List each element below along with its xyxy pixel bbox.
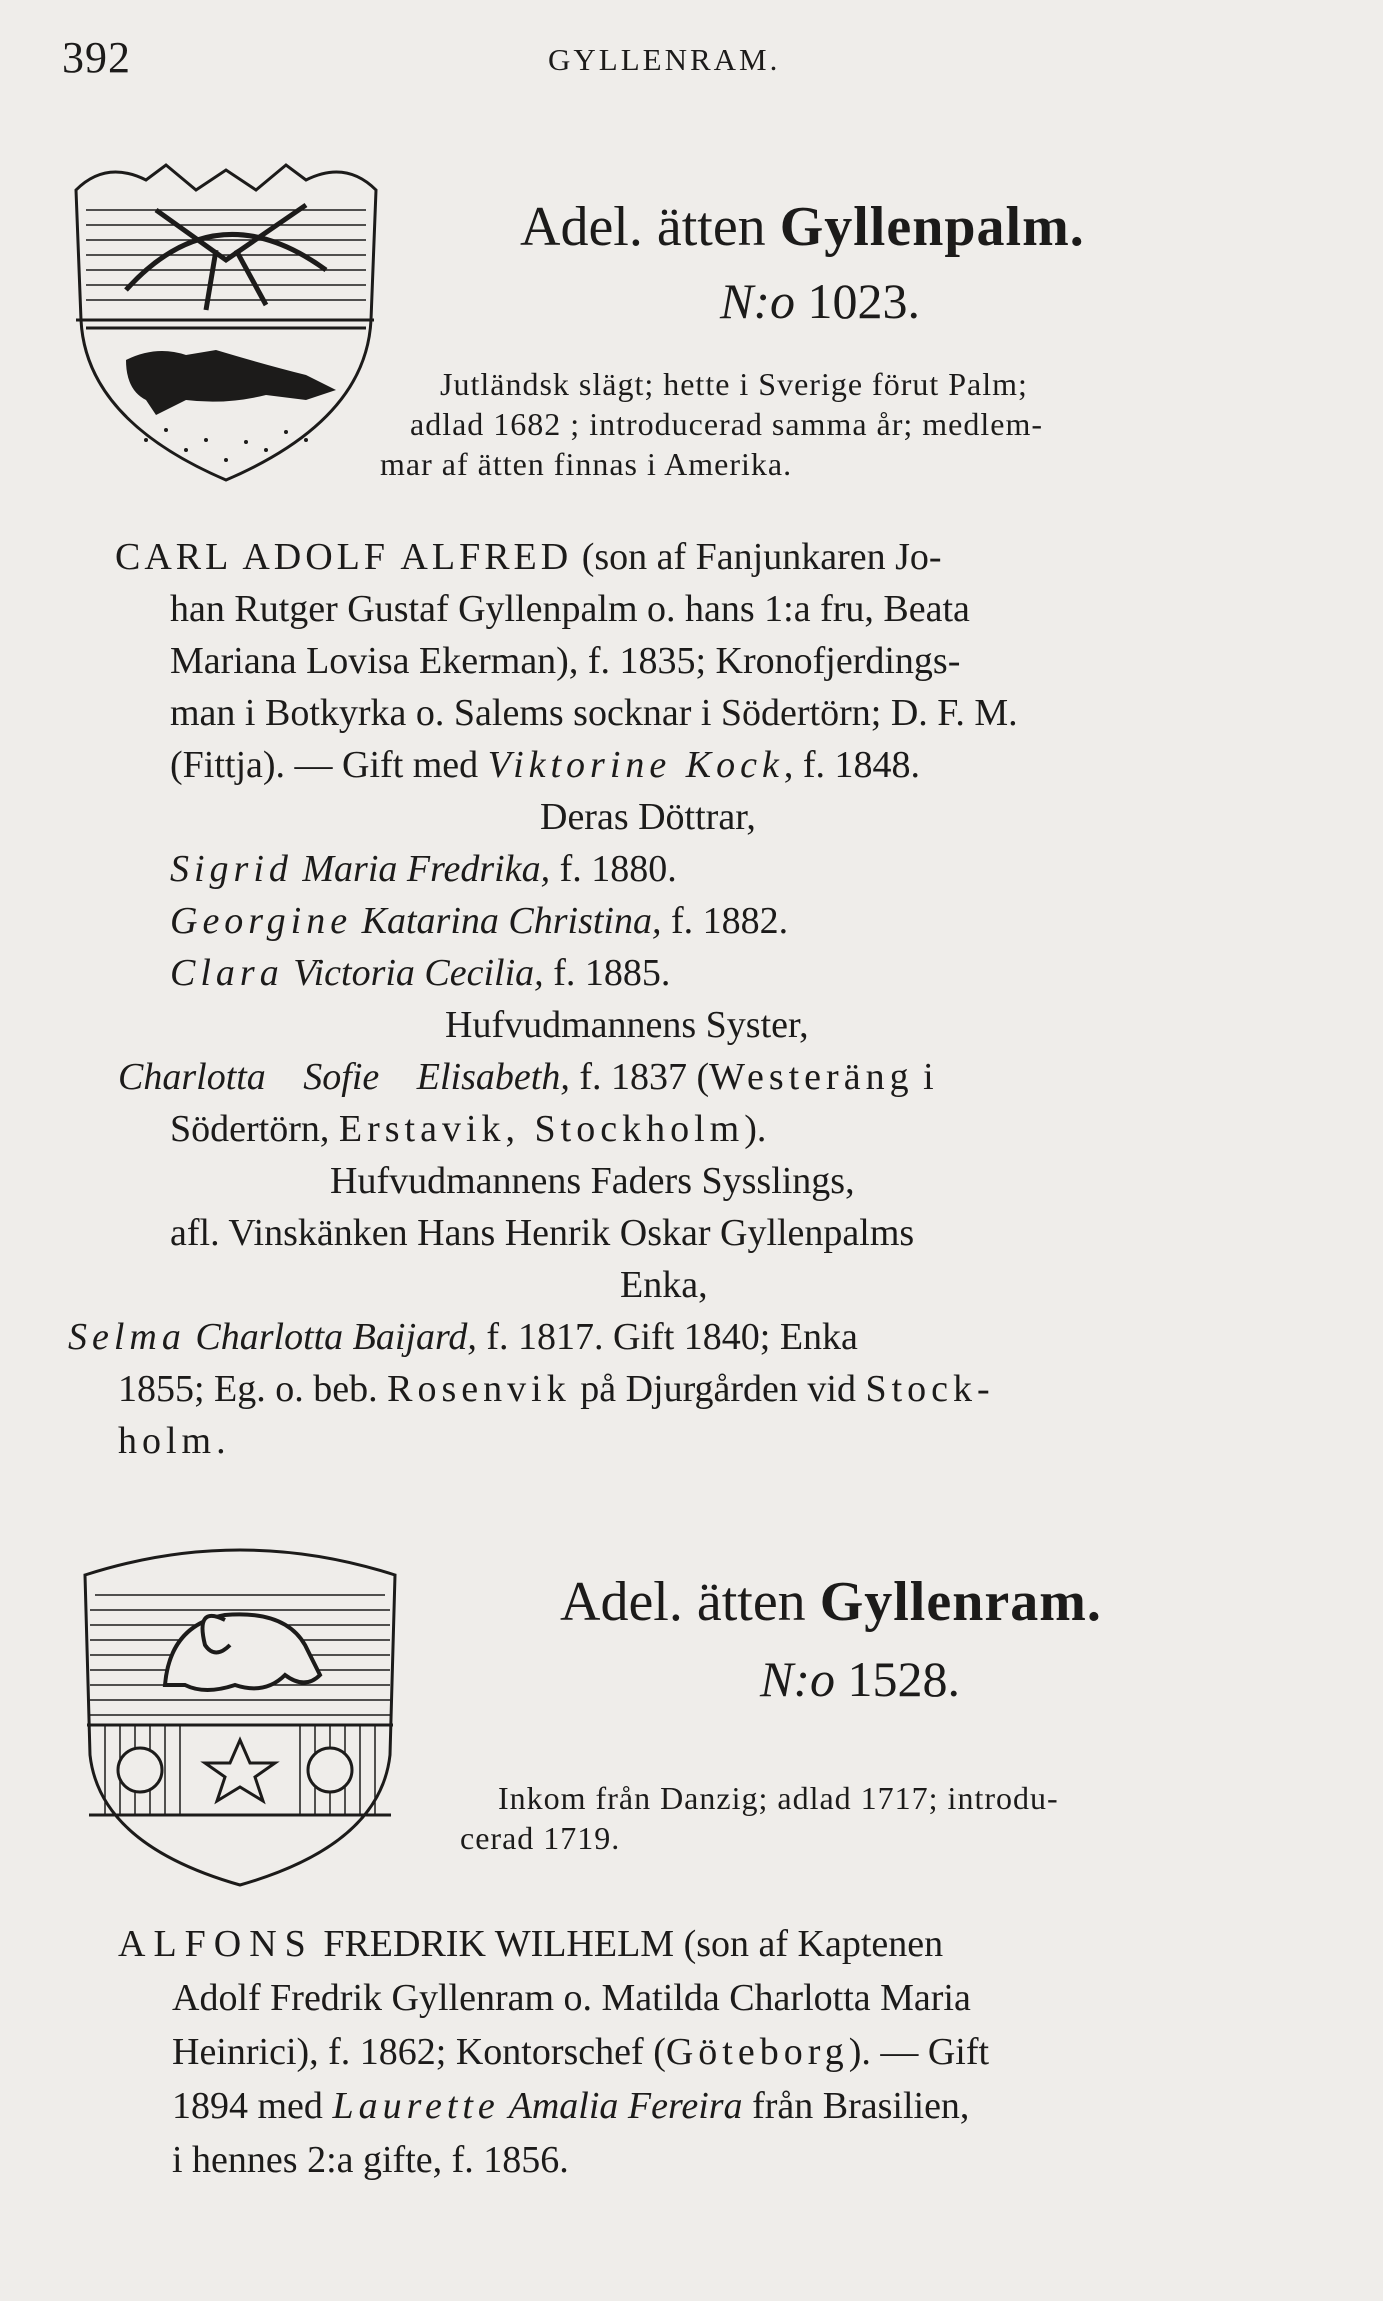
person-name: CARL ADOLF ALFRED [115, 536, 573, 578]
entry1-heading [520, 195, 1085, 259]
person-name: Charlotta Sofie Elisabeth, [118, 1056, 570, 1098]
text: f. 1880. [550, 848, 677, 890]
entry2-line-3 [172, 2030, 989, 2074]
text: 1894 med [172, 2085, 333, 2127]
place-name: holm [118, 1420, 217, 1462]
person-name: Laurette [332, 2085, 500, 2127]
entry1-line-12 [170, 1107, 766, 1151]
entry1-line-17 [118, 1367, 995, 1411]
text: , f. 1848. [783, 744, 921, 786]
text: Heinrici), f. 1862; Kontorschef ( [172, 2031, 666, 2073]
text: Maria Fredrika, [292, 848, 551, 890]
entry1-line-11 [118, 1055, 934, 1099]
entry1-line-8 [170, 899, 788, 943]
entry2-heading-name: Gyllenram. [819, 1571, 1102, 1633]
text: ). — Gift [848, 2031, 990, 2073]
entry2-line-2: Adolf Fredrik Gyllenram o. Matilda Charlotta Maria [172, 1977, 971, 2019]
text: f. 1882. [661, 900, 789, 942]
text: (Fittja). — Gift med [170, 744, 488, 786]
page-number: 392 [62, 33, 131, 82]
place-name: Erstavik, Stockholm [338, 1108, 745, 1150]
text: Katarina Christina, [352, 900, 662, 942]
entry1-number [720, 272, 920, 330]
person-name: ALFONS [118, 1923, 314, 1965]
entry2-line-1 [118, 1922, 943, 1966]
text: Charlotta Baijard, [185, 1316, 477, 1358]
person-name: Sigrid [170, 848, 293, 890]
text: FREDRIK WILHELM (son af Kaptenen [313, 1923, 944, 1965]
place-name: Westeräng [709, 1056, 914, 1098]
text: i [913, 1056, 934, 1098]
text: (son af Fanjunkaren Jo- [572, 536, 942, 578]
entry2-heading [560, 1570, 1102, 1634]
text: ). [744, 1108, 767, 1150]
entry1-line-3: Mariana Lovisa Ekerman), f. 1835; Kronofjerdings- [170, 640, 961, 682]
entry2-line-4 [172, 2084, 969, 2128]
entry1-line-6: Deras Döttrar, [540, 796, 756, 838]
coat-of-arms-palm-icon [66, 150, 386, 500]
entry2-line-5: i hennes 2:a gifte, f. 1856. [172, 2139, 569, 2181]
entry1-heading-prefix: Adel. ätten [520, 196, 766, 258]
text: från Brasilien, [742, 2085, 970, 2127]
entry1-line-16 [68, 1315, 858, 1359]
entry1-intro-1: Jutländsk slägt; hette i Sverige förut Palm; [440, 366, 1028, 402]
entry2-number [760, 1650, 960, 1708]
text: f. 1885. [543, 952, 671, 994]
coat-of-arms-ram-icon [75, 1525, 405, 1905]
place-name: Stock- [865, 1368, 995, 1410]
person-name: Amalia Fereira [499, 2085, 743, 2127]
text: . [216, 1420, 226, 1462]
entry1-line-13: Hufvudmannens Faders Sysslings, [330, 1160, 855, 1202]
entry2-number-label: N:o [760, 1651, 835, 1707]
entry1-line-1 [115, 535, 942, 579]
entry2-number-value: 1528. [847, 1651, 960, 1707]
entry1-line-15: Enka, [620, 1264, 708, 1306]
entry1-intro-2: adlad 1682 ; introducerad samma år; medlem- [410, 406, 1044, 442]
place-name: Göteborg [665, 2031, 849, 2073]
text: Södertörn, [170, 1108, 339, 1150]
entry1-line-5 [170, 743, 920, 787]
entry1-number-value: 1023. [807, 273, 920, 329]
person-name: Georgine [170, 900, 353, 942]
text: Victoria Cecilia, [283, 952, 544, 994]
entry2-heading-prefix: Adel. ätten [560, 1571, 806, 1633]
running-title: GYLLENRAM. [548, 42, 781, 77]
place-name: Rosenvik [387, 1368, 571, 1410]
entry2-intro-1: Inkom från Danzig; adlad 1717; introdu- [498, 1780, 1059, 1816]
entry1-heading-name: Gyllenpalm. [779, 196, 1085, 258]
entry1-line-2: han Rutger Gustaf Gyllenpalm o. hans 1:a fru, Beata [170, 588, 970, 630]
entry1-line-4: man i Botkyrka o. Salems socknar i Södertörn; D. F. M. [170, 692, 1018, 734]
person-name: Viktorine Kock [487, 744, 784, 786]
text: 1855; Eg. o. beb. [118, 1368, 388, 1410]
entry1-intro-3: mar af ätten finnas i Amerika. [380, 446, 793, 482]
entry1-line-7 [170, 847, 677, 891]
entry1-line-9 [170, 951, 670, 995]
text: på Djurgården vid [570, 1368, 866, 1410]
text: f. 1817. Gift 1840; Enka [476, 1316, 858, 1358]
entry1-line-14: afl. Vinskänken Hans Henrik Oskar Gyllenpalms [170, 1212, 915, 1254]
person-name: Clara [170, 952, 284, 994]
entry2-intro-2: cerad 1719. [460, 1820, 621, 1856]
entry1-line-18 [118, 1419, 226, 1463]
entry1-line-10: Hufvudmannens Syster, [445, 1004, 809, 1046]
entry1-number-label: N:o [720, 273, 795, 329]
person-name: Selma [68, 1316, 186, 1358]
text: f. 1837 ( [569, 1056, 710, 1098]
